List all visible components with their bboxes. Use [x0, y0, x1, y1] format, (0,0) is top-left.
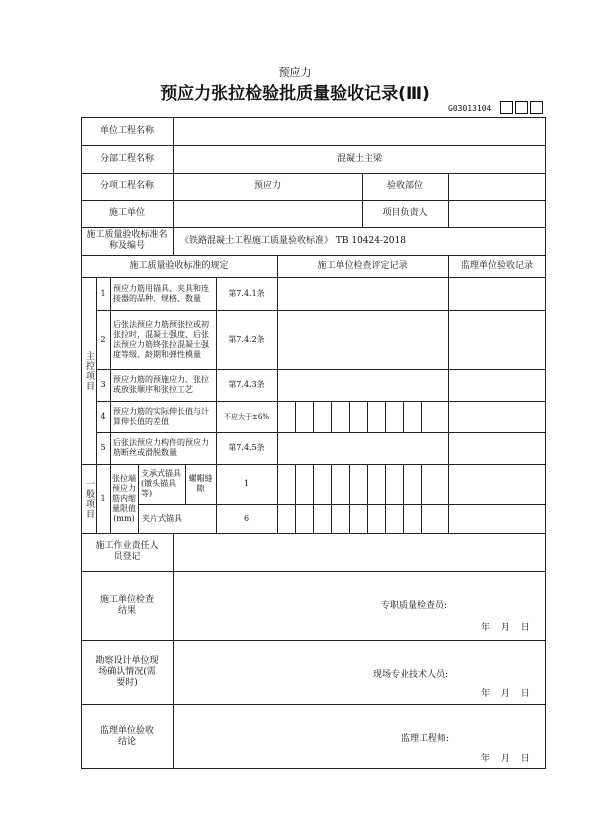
item-project-value[interactable]: 预应力 [253, 181, 281, 191]
inspector-label: 专职质量检查员: [381, 601, 448, 611]
standard-value: 《铁路混凝土工程施工质量验收标准》 TB 10424-2018 [180, 235, 406, 246]
main-item-no: 1 [100, 288, 106, 298]
main-item-desc: 预应力筋用锚具、夹具和连接器的品种、规格、数量 [113, 283, 209, 303]
project-manager-value[interactable] [448, 200, 546, 227]
main-item-clause: 第7.4.2条 [228, 334, 265, 344]
main-item-clause: 不应大于±6% [224, 412, 269, 421]
main-item-clause: 第7.4.3条 [228, 380, 265, 389]
sub-project-label: 分部工程名称 [99, 153, 154, 164]
form-code: G03013104 [448, 104, 492, 113]
general-item-sub1-detail: 螺帽缝隙 [188, 474, 213, 493]
col-standard-header: 施工质量验收标准的规定 [129, 260, 229, 271]
tech-label: 现场专业技术人员: [373, 670, 449, 680]
main-item-desc: 预应力筋的预施应力、张拉或放张顺序和张拉工艺 [113, 375, 209, 394]
main-item-desc: 预应力筋的实际伸长值与计算伸长值的差值 [113, 406, 209, 426]
general-item-no: 1 [100, 493, 106, 503]
project-manager-label: 项目负责人 [382, 208, 428, 218]
supervision-conclusion-label: 监理单位验收结论 [100, 725, 155, 747]
col-construction-check-header: 施工单位检查评定记录 [317, 260, 408, 271]
general-item-desc: 张拉端预应力筋内缩量限值(mm) [112, 473, 136, 523]
general-item-sub2-type: 夹片式锚具 [142, 513, 182, 523]
main-items-group-label: 主控项目 [84, 350, 94, 391]
worker-registration-label: 施工作业责任人员登记 [95, 541, 159, 562]
date-label: 年 月 日 [481, 623, 530, 633]
construction-result-label: 施工单位检查结果 [100, 594, 155, 616]
sub-project-value[interactable]: 混凝土主梁 [336, 153, 382, 164]
main-item-clause: 第7.4.1条 [228, 288, 265, 298]
code-box-1[interactable] [500, 101, 513, 114]
category-heading: 预应力 [278, 66, 312, 79]
general-item-sub1-value: 1 [243, 479, 250, 488]
acceptance-part-value[interactable] [448, 173, 546, 200]
general-items-group-label: 一般项目 [84, 478, 94, 519]
main-item-no: 5 [100, 443, 106, 452]
construction-unit-label: 施工单位 [108, 208, 145, 218]
item-project-label: 分项工程名称 [99, 181, 154, 191]
unit-project-label: 单位工程名称 [99, 125, 154, 136]
main-item-clause: 第7.4.5条 [228, 443, 265, 452]
main-item-no: 2 [100, 334, 106, 344]
date-label: 年 月 日 [481, 689, 530, 699]
engineer-label: 监理工程师: [401, 734, 450, 744]
page-title: 预应力张拉检验批质量验收记录(Ⅲ) [160, 84, 430, 104]
standard-label: 施工质量验收标准名称及编号 [86, 230, 168, 251]
construction-unit-value[interactable] [173, 200, 362, 227]
date-label: 年 月 日 [481, 754, 530, 764]
worker-registration-value[interactable] [173, 533, 546, 571]
col-supervision-header: 监理单位验收记录 [460, 260, 533, 271]
code-box-3[interactable] [530, 101, 543, 114]
main-item-desc: 后张法预应力构件的预应力筋断丝或滑脱数量 [113, 438, 209, 457]
main-item-no: 4 [100, 411, 106, 421]
acceptance-part-label: 验收部位 [386, 181, 423, 191]
main-item-no: 3 [100, 380, 106, 389]
design-confirmation-label: 勘察设计单位现场确认情况(需要时) [95, 655, 159, 688]
code-box-2[interactable] [515, 101, 528, 114]
unit-project-value[interactable] [173, 117, 546, 145]
general-item-sub2-value: 6 [243, 513, 250, 523]
main-item-desc: 后张法预应力筋预张拉或初张拉时，混凝土强度、后张法预应力筋终张拉混凝土强度等级、龄期和弹性模量 [113, 319, 209, 359]
general-item-sub1-type: 支承式锚具(镦头锚具等) [141, 469, 181, 498]
